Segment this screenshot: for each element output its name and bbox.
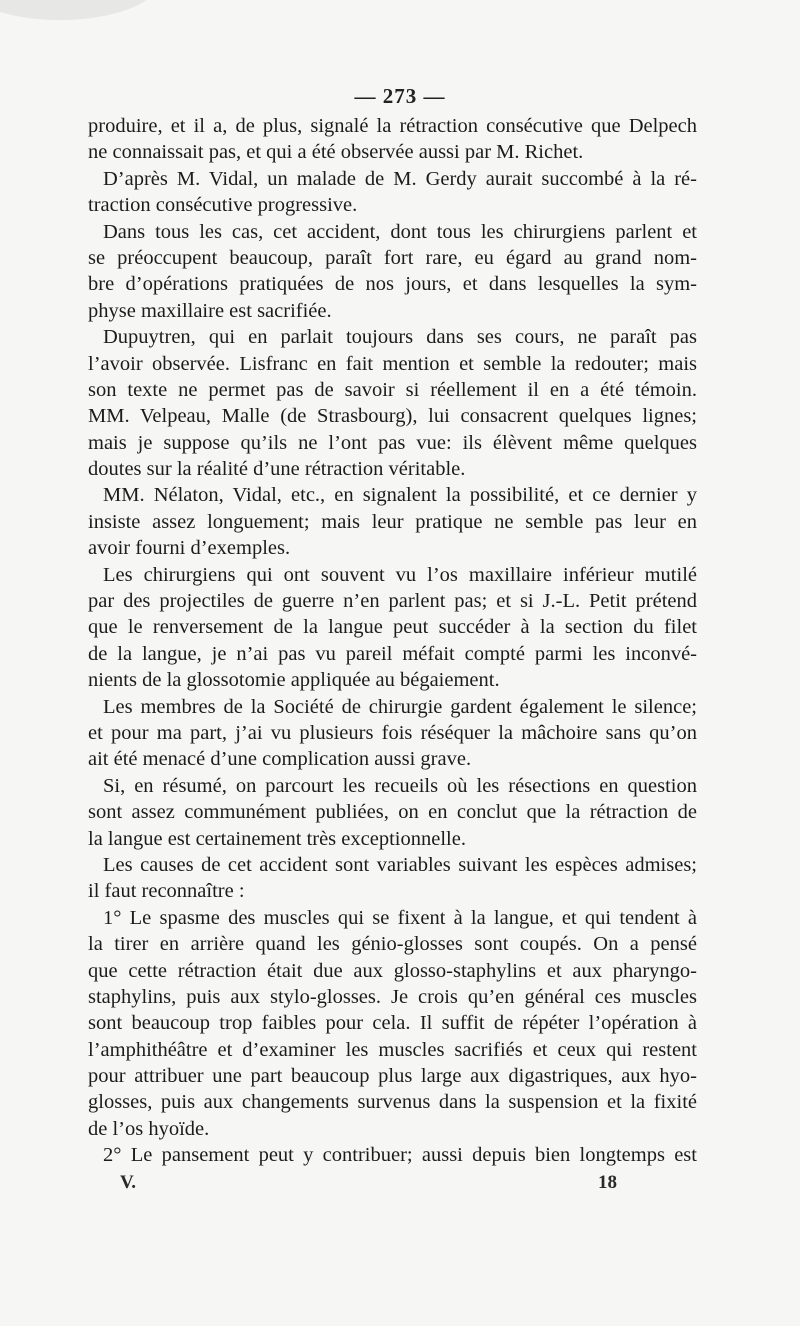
text-line: Si, en résumé, on parcourt les recueils où les résections en question <box>103 774 697 797</box>
text-line: l’avoir observée. Lisfranc en fait mention et semble la redouter; mais <box>88 352 697 375</box>
text-line: insiste assez longuement; mais leur pratique ne semble pas leur en <box>88 510 697 533</box>
text-line: traction consécutive progressive. <box>88 194 358 217</box>
text-line: l’amphithéâtre et d’examiner les muscles sacrifiés et ceux qui restent <box>88 1038 697 1061</box>
text-line: ait été menacé d’une complication aussi grave. <box>88 748 472 771</box>
text-line: D’après M. Vidal, un malade de M. Gerdy aurait succombé à la ré- <box>103 167 697 190</box>
text-line: ne connaissait pas, et qui a été observée aussi par M. Richet. <box>88 141 584 164</box>
text-line: sont beaucoup trop faibles pour cela. Il suffit de répéter l’opération à <box>88 1012 697 1035</box>
text-line: la tirer en arrière quand les génio-glosses sont coupés. On a pensé <box>88 933 697 956</box>
text-line: 2° Le pansement peut y contribuer; aussi depuis bien longtemps est <box>103 1144 697 1167</box>
text-line: se préoccupent beaucoup, paraît fort rare, eu égard au grand nom- <box>88 246 697 269</box>
text-line: Dans tous les cas, cet accident, dont tous les chirurgiens parlent et <box>103 220 697 243</box>
text-line: par des projectiles de guerre n’en parlent pas; et si J.-L. Petit prétend <box>88 590 697 613</box>
text-line: MM. Nélaton, Vidal, etc., en signalent la possibilité, et ce dernier y <box>103 484 697 507</box>
text-line: Les membres de la Société de chirurgie gardent également le silence; <box>103 695 697 718</box>
text-line: Les chirurgiens qui ont souvent vu l’os maxillaire inférieur mutilé <box>103 563 697 586</box>
text-line: glosses, puis aux changements survenus dans la suspension et la fixité <box>88 1091 697 1114</box>
text-line: sont assez communément publiées, on en conclut que la rétraction de <box>88 801 697 824</box>
text-line: que le renversement de la langue peut succéder à la section du filet <box>88 616 697 639</box>
text-line: Les causes de cet accident sont variables suivant les espèces admises; <box>103 853 697 876</box>
text-line: 1° Le spasme des muscles qui se fixent à la langue, et qui tendent à <box>103 906 697 929</box>
page-footer <box>0 1172 800 1196</box>
text-line: de la langue, je n’ai pas vu pareil méfait compté parmi les inconvé- <box>88 642 697 665</box>
text-line: que cette rétraction était due aux glosso-staphylins et aux pharyngo- <box>88 959 697 982</box>
text-line: nients de la glossotomie appliquée au bégaiement. <box>88 669 500 692</box>
text-line: mais je suppose qu’ils ne l’ont pas vue: ils élèvent même quelques <box>88 431 697 454</box>
text-line: pour attribuer une part beaucoup plus large aux digastriques, aux hyo- <box>88 1065 697 1088</box>
text-line: son texte ne permet pas de savoir si réellement il en a été témoin. <box>88 378 697 401</box>
text-line: doutes sur la réalité d’une rétraction véritable. <box>88 458 466 481</box>
text-line: staphylins, puis aux stylo-glosses. Je crois qu’en général ces muscles <box>88 985 697 1008</box>
body-text <box>88 113 697 1169</box>
text-line: il faut reconnaître : <box>88 880 245 903</box>
paper-stain <box>0 0 160 20</box>
signature-mark: 18 <box>598 1172 617 1193</box>
text-line: et pour ma part, j’ai vu plusieurs fois réséquer la mâchoire sans qu’on <box>88 721 697 744</box>
text-line: produire, et il a, de plus, signalé la rétraction consécutive que Delpech <box>88 115 697 137</box>
text-line: la langue est certainement très exceptionnelle. <box>88 827 466 850</box>
text-line: MM. Velpeau, Malle (de Strasbourg), lui consacrent quelques lignes; <box>88 405 697 428</box>
volume-mark: V. <box>120 1172 137 1193</box>
text-line: avoir fourni d’exemples. <box>88 537 291 560</box>
text-line: de l’os hyoïde. <box>88 1117 210 1140</box>
text-line: bre d’opérations pratiquées de nos jours, et dans lesquelles la sym- <box>88 273 697 296</box>
page-number: — 273 — <box>354 84 446 108</box>
text-line: Dupuytren, qui en parlait toujours dans ses cours, ne paraît pas <box>103 326 697 349</box>
text-line: physe maxillaire est sacrifiée. <box>88 299 332 322</box>
